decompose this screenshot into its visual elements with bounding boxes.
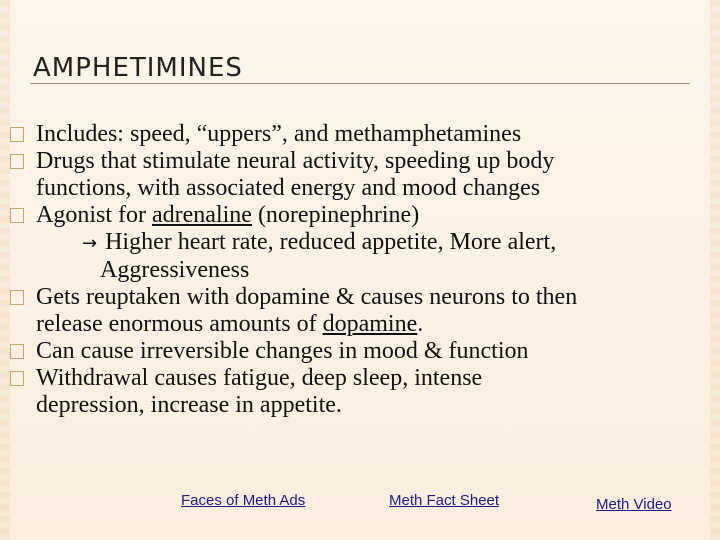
sub-point-text: Higher heart rate, reduced appetite, More alert, [105,229,557,255]
bullet-text: release enormous amounts of [36,311,323,337]
bullet-text: Agonist for [36,202,152,228]
bullet-box-icon [10,208,24,223]
left-decor-stripe [0,0,10,540]
bullet-text: Withdrawal causes fatigue, deep sleep, intense [36,365,483,391]
meth-fact-sheet-link[interactable]: Meth Fact Sheet [389,492,500,509]
meth-video-link[interactable]: Meth Video [596,496,672,513]
bullet-text-continued: depression, increase in appetite. [36,392,342,418]
dopamine-link[interactable]: dopamine [322,311,418,337]
bullet-list [10,121,714,419]
bullet-text: Drugs that stimulate neural activity, speeding up body [36,148,555,174]
arrow-right-icon: → [82,233,98,254]
bullet-text-continued [36,311,714,338]
bullet-text: Can cause irreversible changes in mood & function [36,338,529,364]
bullet-box-icon [10,371,24,386]
sub-point-continued: Aggressiveness [100,257,250,283]
bullet-item [10,202,714,229]
bullet-box-icon [10,127,24,142]
adrenaline-link[interactable]: adrenaline [152,202,252,228]
faces-of-meth-ads-link[interactable]: Faces of Meth Ads [181,492,306,509]
bullet-item [10,365,714,419]
bullet-text-continued: functions, with associated energy and mood changes [36,175,541,201]
bullet-item [10,148,714,202]
bullet-item [10,284,714,338]
slide-title: AMPHETIMINES [33,53,243,83]
bullet-text: Gets reuptaken with dopamine & causes neurons to then [36,284,578,310]
bullet-text: Includes: speed, “uppers”, and methamphetamines [36,121,522,147]
bullet-text: (norepinephrine) [251,202,420,228]
bullet-box-icon [10,344,24,359]
bullet-box-icon [10,154,24,169]
bullet-item [10,338,714,365]
bullet-box-icon [10,290,24,305]
title-underline [30,83,690,84]
bullet-text: . [417,311,424,337]
bullet-item [10,121,714,148]
sub-point [10,229,714,257]
